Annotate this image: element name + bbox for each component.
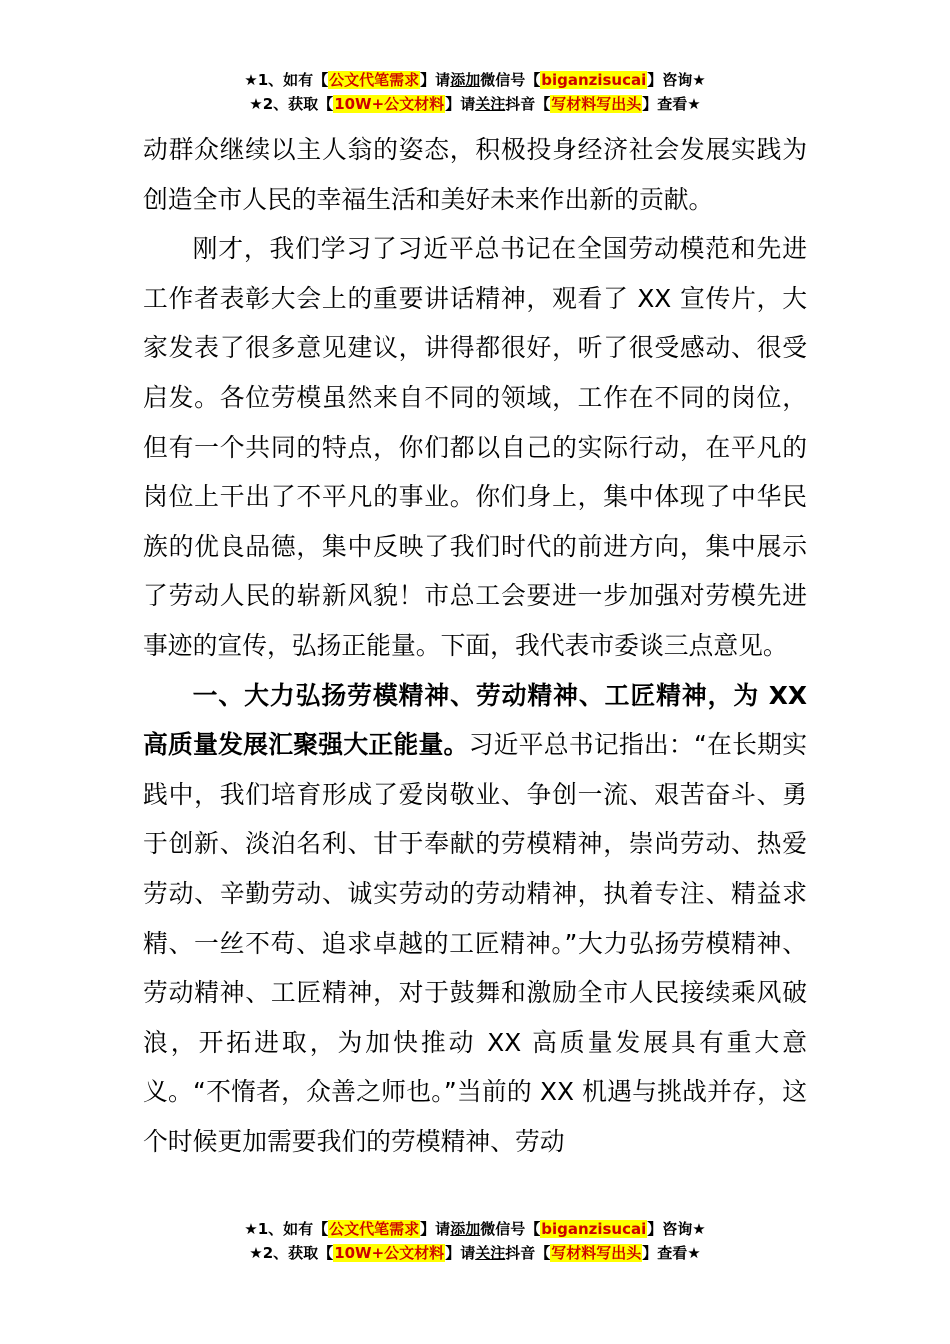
banner-text: ★1、如有【 <box>244 71 329 89</box>
banner-text: 】查看★ <box>642 95 701 113</box>
banner-line-2 <box>0 92 950 116</box>
banner-line-1 <box>0 68 950 92</box>
paragraph-3 <box>143 671 807 1167</box>
banner-highlight: 10W+公文材料 <box>334 95 445 113</box>
banner-text: 】请 <box>420 71 451 89</box>
banner-text: 】咨询★ <box>647 1220 706 1238</box>
banner-highlight: 公文代笔需求 <box>329 71 420 89</box>
banner-underline: 添加 <box>450 1220 481 1238</box>
footer-banner <box>0 1217 950 1265</box>
banner-text: ★2、获取【 <box>249 1244 334 1262</box>
banner-highlight: biganzisucai <box>541 1220 647 1238</box>
banner-line-1 <box>0 1217 950 1241</box>
banner-text: 】请 <box>445 95 476 113</box>
banner-underline: 添加 <box>450 71 481 89</box>
banner-text: 】请 <box>420 1220 451 1238</box>
document-body <box>143 125 807 1166</box>
banner-text: 】查看★ <box>642 1244 701 1262</box>
banner-highlight: 写材料写出头 <box>551 1244 642 1262</box>
banner-text: 】请 <box>445 1244 476 1262</box>
banner-highlight: 写材料写出头 <box>551 95 642 113</box>
banner-text: 抖音【 <box>505 95 551 113</box>
header-banner <box>0 68 950 116</box>
paragraph-2: 刚才，我们学习了习近平总书记在全国劳动模范和先进工作者表彰大会上的重要讲话精神，观看了 XX 宣传片，大家发表了很多意见建议，讲得都很好，听了很受感动、很受启发。各位劳模虽然来自不同的领域，工作在不同的岗位，但有一个共同的特点，你们都以自己的实际行动，在平凡的岗位上干出了不平凡的事业。你们身上，集中体现了中华民族的优良品德，集中反映了我们时代的前进方向，集中展示了劳动人民的崭新风貌！市总工会要进一步加强对劳模先进事迹的宣传，弘扬正能量。下面，我代表市委谈三点意见。 <box>143 234 807 660</box>
banner-highlight: 10W+公文材料 <box>334 1244 445 1262</box>
section-heading: 一、大力弘扬劳模精神、劳动精神、工匠精神，为 XX 高质量发展汇聚强大正能量。 <box>143 680 807 760</box>
banner-text: 】咨询★ <box>647 71 706 89</box>
paragraph-1: 动群众继续以主人翁的姿态，积极投身经济社会发展实践为创造全市人民的幸福生活和美好未来作出新的贡献。 <box>143 135 807 214</box>
banner-line-2 <box>0 1241 950 1265</box>
banner-text: 微信号【 <box>480 71 541 89</box>
banner-underline: 关注 <box>475 1244 506 1262</box>
banner-text: 抖音【 <box>505 1244 551 1262</box>
banner-text: ★2、获取【 <box>249 95 334 113</box>
banner-text: ★1、如有【 <box>244 1220 329 1238</box>
banner-underline: 关注 <box>475 95 506 113</box>
banner-highlight: biganzisucai <box>541 71 647 89</box>
banner-text: 微信号【 <box>480 1220 541 1238</box>
banner-highlight: 公文代笔需求 <box>329 1220 420 1238</box>
section-body: 习近平总书记指出：“在长期实践中，我们培育形成了爱岗敬业、争创一流、艰苦奋斗、勇于创新、淡泊名利、甘于奉献的劳模精神，崇尚劳动、热爱劳动、辛勤劳动、诚实劳动的劳动精神，执着专注、精益求精、一丝不苟、追求卓越的工匠精神。”大力弘扬劳模精神、劳动精神、工匠精神，对于鼓舞和激励全市人民接续乘风破浪，开拓进取，为加快推动 XX 高质量发展具有重大意义。“不惰者，众善之师也。”当前的 XX 机遇与挑战并存，这个时候更加需要我们的劳模精神、劳动 <box>143 730 807 1156</box>
